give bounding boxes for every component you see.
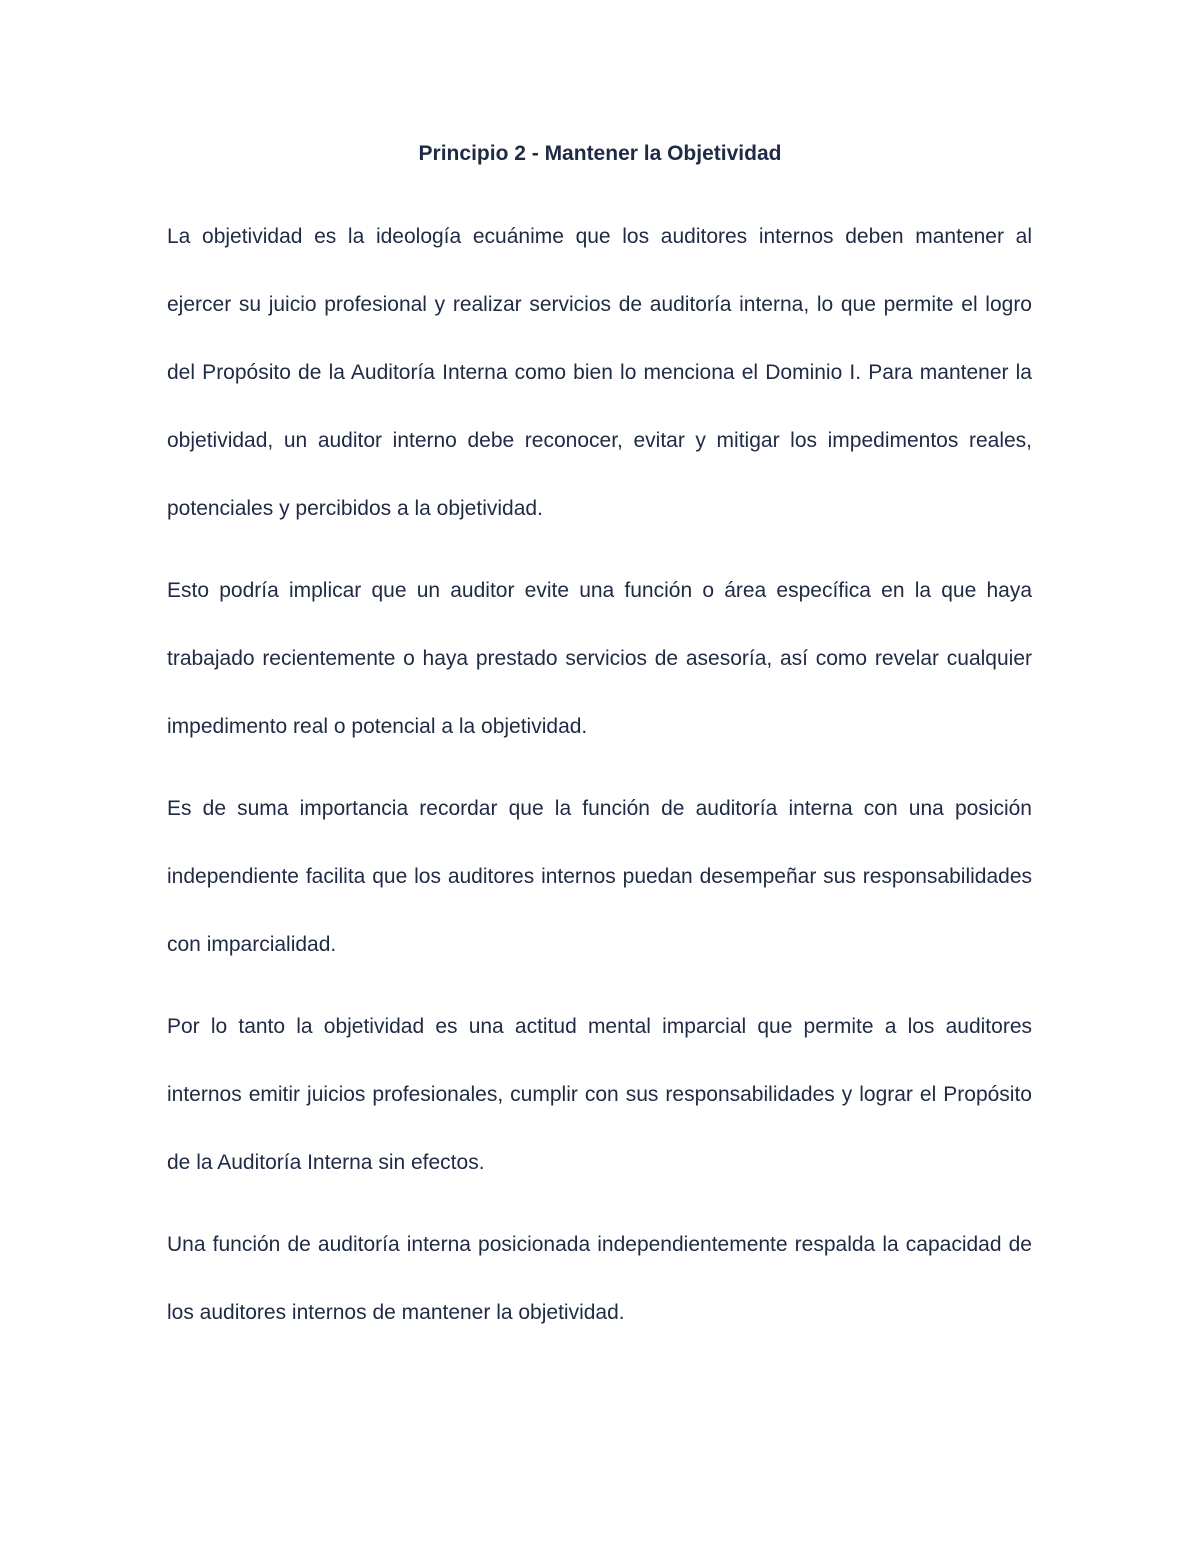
paragraph-2: Esto podría implicar que un auditor evite una función o área específica en la que haya trabajado recientemente o haya prestado servicios de asesoría, así como revelar cualquier impedimento real o potencial a la objetividad. bbox=[167, 579, 1032, 738]
paragraph-4: Por lo tanto la objetividad es una actitud mental imparcial que permite a los auditores internos emitir juicios profesionales, cumplir con sus responsabilidades y lograr el Propósito de la Auditoría Interna sin efectos. bbox=[167, 1015, 1032, 1174]
paragraph-5: Una función de auditoría interna posicionada independientemente respalda la capacidad de los auditores internos de mantener la objetividad. bbox=[167, 1233, 1032, 1324]
document-title: Principio 2 - Mantener la Objetividad bbox=[418, 142, 782, 165]
paragraph-3: Es de suma importancia recordar que la función de auditoría interna con una posición independiente facilita que los auditores internos puedan desempeñar sus responsabilidades con imparcialidad. bbox=[167, 797, 1032, 956]
paragraph-1: La objetividad es la ideología ecuánime que los auditores internos deben mantener al ejercer su juicio profesional y realizar servicios de auditoría interna, lo que permite el logro del Propósito de la Auditoría Interna como bien lo menciona el Dominio I. Para mantener la objetividad, un auditor interno debe reconocer, evitar y mitigar los impedimentos reales, potenciales y percibidos a la objetividad. bbox=[167, 225, 1032, 520]
